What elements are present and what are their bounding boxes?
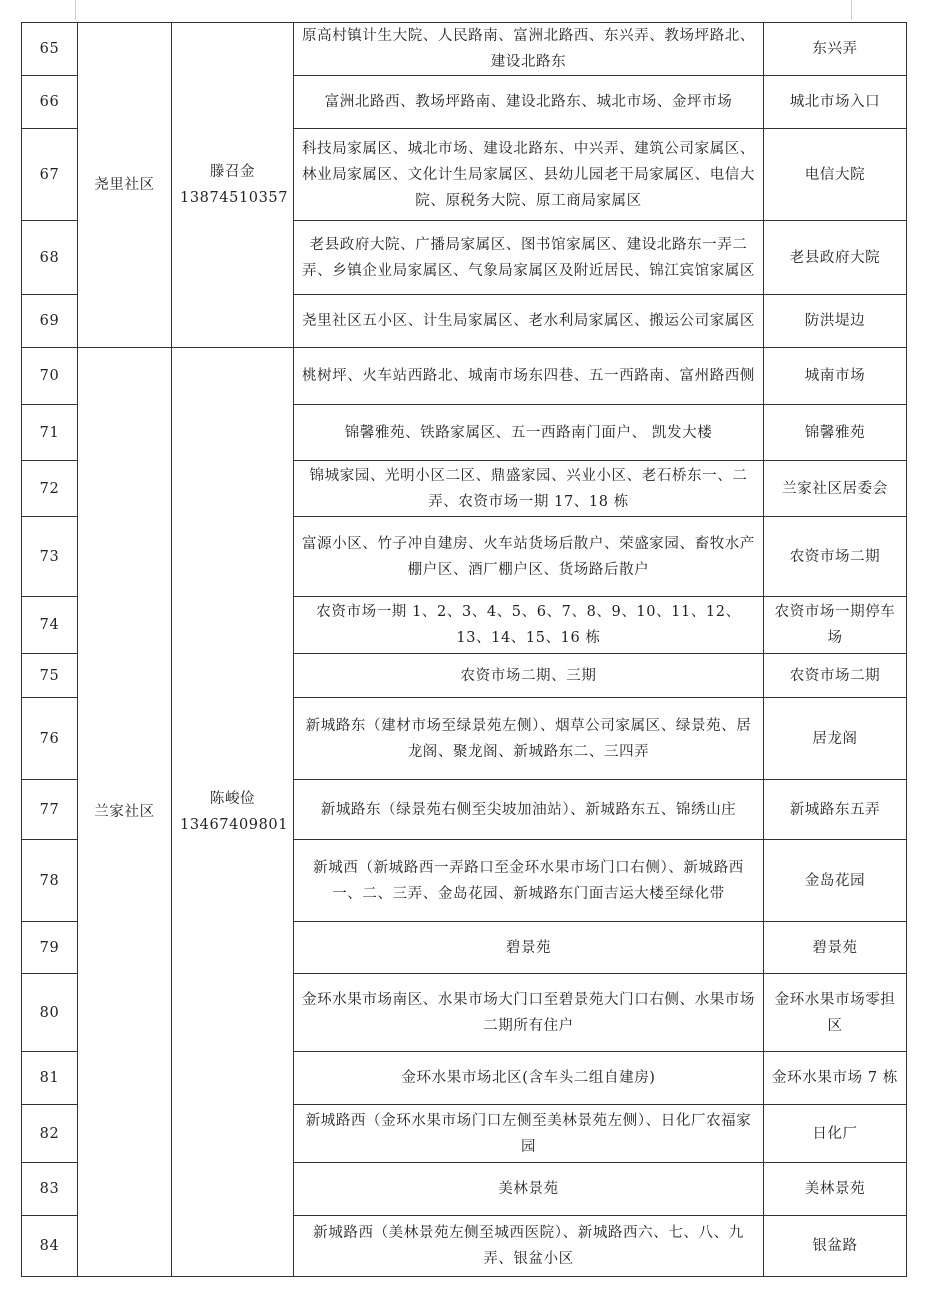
row-number: 82 [22, 1105, 78, 1163]
point-cell: 兰家社区居委会 [764, 461, 907, 517]
row-number: 74 [22, 597, 78, 654]
row-number: 66 [22, 76, 78, 129]
contact-name: 滕召金 [209, 164, 256, 180]
row-number: 76 [22, 698, 78, 780]
area-cell: 新城路西（美林景苑左侧至城西医院）、新城路西六、七、八、九弄、银盆小区 [294, 1216, 764, 1277]
crop-mark-right [851, 0, 852, 20]
community-contact [172, 348, 294, 1277]
community-name: 兰家社区 [78, 348, 172, 1277]
row-number: 68 [22, 221, 78, 295]
point-cell: 农资市场二期 [764, 654, 907, 698]
row-number: 67 [22, 129, 78, 221]
area-cell: 新城路西（金环水果市场门口左侧至美林景苑左侧）、日化厂农福家园 [294, 1105, 764, 1163]
point-cell: 居龙阁 [764, 698, 907, 780]
point-cell: 电信大院 [764, 129, 907, 221]
community-area-table [21, 22, 907, 1277]
row-number: 78 [22, 840, 78, 922]
row-number: 83 [22, 1163, 78, 1216]
point-cell: 金环水果市场零担区 [764, 974, 907, 1052]
area-cell: 新城西（新城路西一弄路口至金环水果市场门口右侧）、新城路西一、二、三弄、金岛花园、新城路东门面吉运大楼至绿化带 [294, 840, 764, 922]
point-cell: 银盆路 [764, 1216, 907, 1277]
area-cell: 农资市场一期 1、2、3、4、5、6、7、8、9、10、11、12、13、14、15、16 栋 [294, 597, 764, 654]
point-cell: 锦馨雅苑 [764, 405, 907, 461]
row-number: 72 [22, 461, 78, 517]
row-number: 77 [22, 780, 78, 840]
area-cell: 老县政府大院、广播局家属区、图书馆家属区、建设北路东一弄二弄、乡镇企业局家属区、气象局家属区及附近居民、锦江宾馆家属区 [294, 221, 764, 295]
area-cell: 新城路东（绿景苑右侧至尖坡加油站）、新城路东五、锦绣山庄 [294, 780, 764, 840]
area-cell: 锦城家园、光明小区二区、鼎盛家园、兴业小区、老石桥东一、二弄、农资市场一期 17、18 栋 [294, 461, 764, 517]
area-cell: 富洲北路西、教场坪路南、建设北路东、城北市场、金坪市场 [294, 76, 764, 129]
point-cell: 农资市场二期 [764, 517, 907, 597]
area-cell: 农资市场二期、三期 [294, 654, 764, 698]
table-row [22, 23, 907, 76]
area-cell: 新城路东（建材市场至绿景苑左侧）、烟草公司家属区、绿景苑、居龙阁、聚龙阁、新城路东二、三四弄 [294, 698, 764, 780]
area-cell: 原高村镇计生大院、人民路南、富洲北路西、东兴弄、教场坪路北、建设北路东 [294, 23, 764, 76]
row-number: 65 [22, 23, 78, 76]
row-number: 84 [22, 1216, 78, 1277]
area-cell: 富源小区、竹子冲自建房、火车站货场后散户、荣盛家园、畜牧水产棚户区、酒厂棚户区、货场路后散户 [294, 517, 764, 597]
area-cell: 锦馨雅苑、铁路家属区、五一西路南门面户、 凯发大楼 [294, 405, 764, 461]
area-cell: 美林景苑 [294, 1163, 764, 1216]
crop-mark-left [75, 0, 76, 20]
point-cell: 防洪堤边 [764, 295, 907, 348]
row-number: 71 [22, 405, 78, 461]
page-header-marks [0, 0, 929, 22]
table-row [22, 348, 907, 405]
point-cell: 新城路东五弄 [764, 780, 907, 840]
contact-phone: 13467409801 [180, 817, 289, 833]
area-cell: 科技局家属区、城北市场、建设北路东、中兴弄、建筑公司家属区、林业局家属区、文化计生局家属区、县幼儿园老干局家属区、电信大院、原税务大院、原工商局家属区 [294, 129, 764, 221]
area-cell: 碧景苑 [294, 922, 764, 974]
point-cell: 城南市场 [764, 348, 907, 405]
row-number: 75 [22, 654, 78, 698]
point-cell: 金环水果市场 7 栋 [764, 1052, 907, 1105]
point-cell: 金岛花园 [764, 840, 907, 922]
row-number: 70 [22, 348, 78, 405]
point-cell: 城北市场入口 [764, 76, 907, 129]
row-number: 81 [22, 1052, 78, 1105]
row-number: 79 [22, 922, 78, 974]
area-cell: 桃树坪、火车站西路北、城南市场东四巷、五一西路南、富州路西侧 [294, 348, 764, 405]
point-cell: 日化厂 [764, 1105, 907, 1163]
point-cell: 东兴弄 [764, 23, 907, 76]
contact-name: 陈峻俭 [209, 791, 256, 807]
contact-phone: 13874510357 [180, 190, 289, 206]
community-contact [172, 23, 294, 348]
row-number: 69 [22, 295, 78, 348]
point-cell: 老县政府大院 [764, 221, 907, 295]
area-cell: 尧里社区五小区、计生局家属区、老水利局家属区、搬运公司家属区 [294, 295, 764, 348]
area-cell: 金环水果市场南区、水果市场大门口至碧景苑大门口右侧、水果市场二期所有住户 [294, 974, 764, 1052]
point-cell: 美林景苑 [764, 1163, 907, 1216]
point-cell: 碧景苑 [764, 922, 907, 974]
community-name: 尧里社区 [78, 23, 172, 348]
row-number: 73 [22, 517, 78, 597]
row-number: 80 [22, 974, 78, 1052]
point-cell: 农资市场一期停车场 [764, 597, 907, 654]
area-cell: 金环水果市场北区(含车头二组自建房) [294, 1052, 764, 1105]
